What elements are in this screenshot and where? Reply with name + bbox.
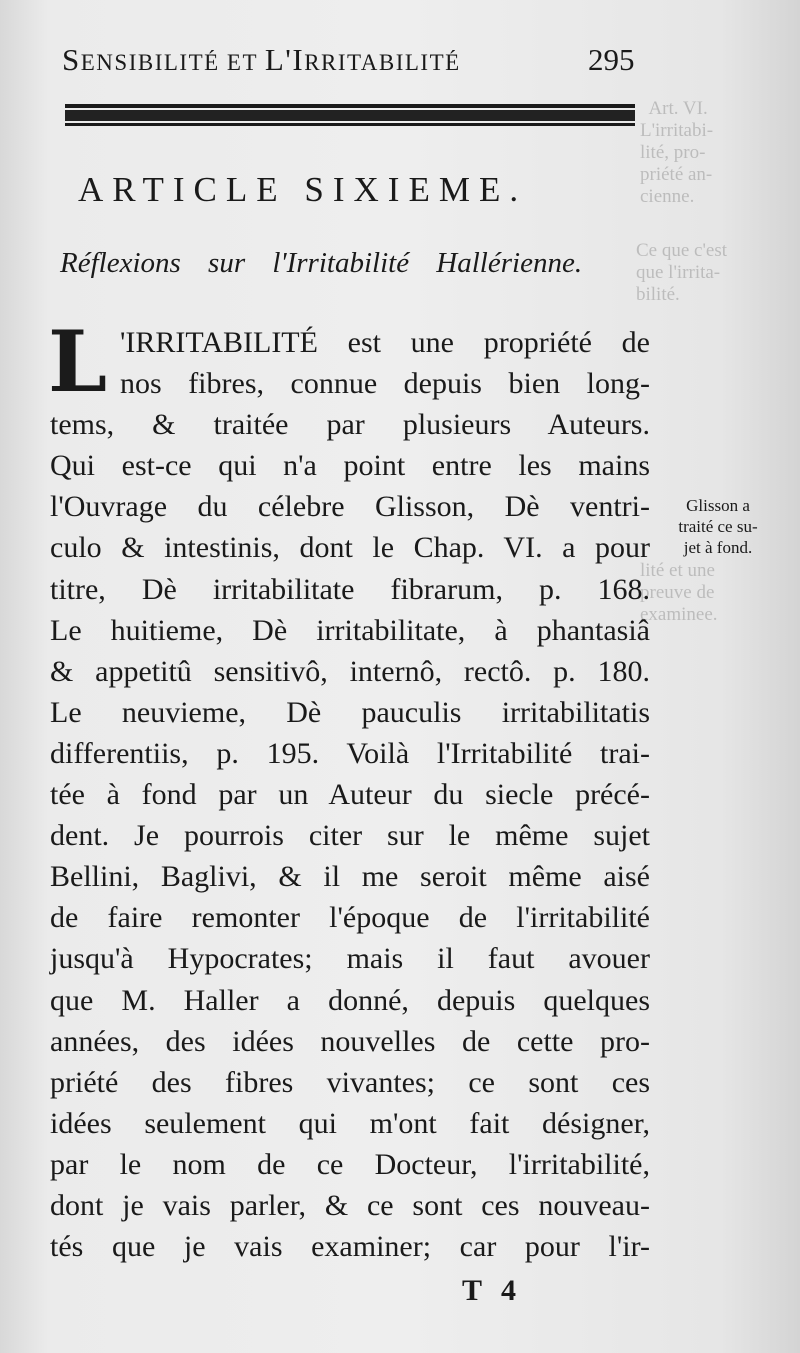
text-line: de faire remonter l'époque de l'irritabilité <box>50 901 650 935</box>
page-number: 295 <box>588 42 635 77</box>
text-line: & appetitû sensitivô, internô, rectô. p. 180. <box>50 654 650 688</box>
running-head-initial: L'I <box>264 42 305 77</box>
running-head-smallcaps: RRITABILITÉ <box>304 50 461 75</box>
text-line: tés que je vais examiner; car pour l'ir- <box>50 1230 650 1264</box>
drop-cap: L <box>48 312 108 411</box>
article-heading: ARTICLE SIXIEME. <box>78 170 528 209</box>
text-line: idées seulement qui m'ont fait désigner, <box>50 1106 650 1140</box>
ornamental-rule-bottom <box>65 123 635 126</box>
text-line: Qui est-ce qui n'a point entre les mains <box>50 449 650 483</box>
ornamental-rule-top <box>65 104 635 108</box>
text-line: culo & intestinis, dont le Chap. VI. a pour <box>50 531 650 565</box>
text-line: dent. Je pourrois citer sur le même sujet <box>50 819 650 853</box>
signature-mark: T 4 <box>462 1274 522 1307</box>
text-line: 'IRRITABILITÉ est une propriété de <box>120 326 650 359</box>
text-line: Le neuvieme, Dè pauculis irritabilitatis <box>50 695 650 729</box>
text-line: nos fibres, connue depuis bien long- <box>120 367 650 401</box>
text-line: années, des idées nouvelles de cette pro- <box>50 1024 650 1058</box>
show-through-text: Ce que c'est que l'irrita- bilité. <box>636 240 728 305</box>
running-head-smallcaps: ENSIBILITÉ ET <box>80 50 265 75</box>
running-head <box>62 42 662 78</box>
article-subheading: Réflexions sur l'Irritabilité Hallérienne. <box>60 247 583 279</box>
margin-note-line: Glisson a <box>686 496 750 515</box>
text-line: differentiis, p. 195. Voilà l'Irritabilité trai- <box>50 736 650 770</box>
text-line: priété des fibres vivantes; ce sont ces <box>50 1065 650 1099</box>
text-line: l'Ouvrage du célebre Glisson, Dè ventri- <box>50 490 650 524</box>
text-line: titre, Dè irritabilitate fibrarum, p. 168. <box>50 572 650 606</box>
margin-note-line: jet à fond. <box>683 538 753 557</box>
running-head-initial: S <box>62 42 81 77</box>
show-through-text: lité et une preuve de examinee. <box>640 560 718 625</box>
text-line: tems, & traitée par plusieurs Auteurs. <box>50 408 650 442</box>
text-line: tée à fond par un Auteur du siecle précé- <box>50 778 650 812</box>
text-line: par le nom de ce Docteur, l'irritabilité, <box>50 1147 650 1181</box>
ornamental-rule-band <box>65 110 635 121</box>
text-line: Bellini, Baglivi, & il me seroit même aisé <box>50 860 650 894</box>
text-line: Le huitieme, Dè irritabilitate, à phantasiâ <box>50 613 650 647</box>
text-line: dont je vais parler, & ce sont ces nouveau- <box>50 1188 650 1222</box>
margin-note-line: traité ce su- <box>678 517 758 536</box>
body-text <box>48 312 650 1267</box>
show-through-text: Art. VI. L'irritabi- lité, pro- priété an- cienne. <box>640 98 714 207</box>
text-line: que M. Haller a donné, depuis quelques <box>50 983 650 1017</box>
text-line: jusqu'à Hypocrates; mais il faut avouer <box>50 942 650 976</box>
margin-note <box>648 495 788 558</box>
